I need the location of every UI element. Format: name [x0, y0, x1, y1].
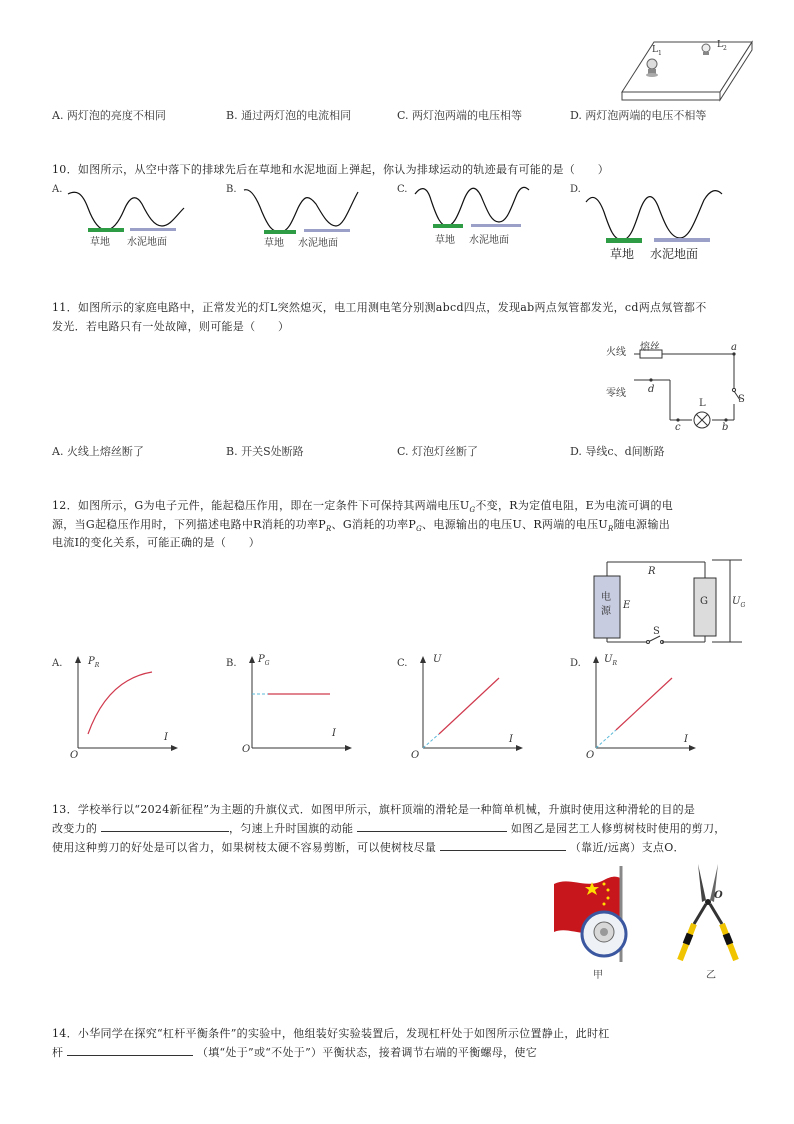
- q12-graph-a-xlabel: I: [164, 732, 168, 743]
- q12-graph-c-xlabel: I: [509, 734, 513, 745]
- q12-graph-d-xlabel: I: [684, 734, 688, 745]
- q12-stem-line3: 电流I的变化关系，可能正确的是（ ）: [52, 536, 261, 549]
- q10-option-c-grass: 草地: [435, 235, 455, 246]
- q13-scissors-o: O: [714, 890, 723, 901]
- q9-label-l1-sub: 1: [657, 49, 662, 57]
- q9-option-b[interactable]: B. 通过两灯泡的电流相同: [226, 109, 352, 122]
- q10-option-a-letter: A.: [52, 184, 63, 195]
- q12-label-source-bottom: 源: [601, 606, 611, 617]
- q12-graph-d[interactable]: [570, 654, 700, 762]
- q10-option-b[interactable]: [226, 184, 366, 250]
- q12-graph-b-origin: O: [242, 744, 251, 755]
- q9-label-l1: L: [652, 45, 658, 55]
- q13-blank-2[interactable]: [357, 821, 507, 832]
- q12-circuit: [590, 556, 750, 648]
- q12-label-ug: [732, 596, 745, 609]
- q11-label-neutral: 零线: [606, 388, 626, 399]
- q13-line2-c: 如图乙是园艺工人修剪树枝时使用的剪刀，: [510, 822, 726, 835]
- q12-graph-a-letter: A.: [52, 658, 63, 669]
- q12-graph-a[interactable]: [52, 654, 182, 762]
- q9-label-l2-sub: 2: [722, 44, 727, 52]
- q12-label-ug-main: U: [732, 596, 741, 607]
- q12-stem-line2-d: 随电源输出: [613, 518, 671, 531]
- q11-label-b: b: [722, 422, 729, 433]
- q12-graph-d-y-sub: R: [612, 660, 617, 667]
- q13-scissors-figure: [672, 860, 744, 964]
- q10-option-c-letter: C.: [397, 184, 408, 195]
- q10-stem: 10．如图所示，从空中落下的排球先后在草地和水泥地面上弹起，你认为排球运动的轨迹最有可能的是（ ）: [52, 163, 609, 176]
- q12-stem-line2-b: 、G消耗的功率P: [331, 518, 417, 531]
- q13-line1: 13．学校举行以“2024新征程”为主题的升旗仪式．如图甲所示，旗杆顶端的滑轮是一种简单机械，升旗时使用这种滑轮的目的是: [52, 803, 696, 816]
- q10-option-d[interactable]: [570, 184, 730, 264]
- q12-graph-a-y-sub: R: [94, 662, 100, 669]
- q10-option-b-grass: 草地: [264, 238, 284, 249]
- q9-option-a[interactable]: A. 两灯泡的亮度不相同: [52, 109, 166, 122]
- q12-stem-line1-a: 12．如图所示，G为电子元件，能起稳压作用，即在一定条件下可保持其两端电压U: [52, 499, 470, 512]
- q13-line3-b: （靠近/远离）支点O．: [569, 841, 685, 854]
- q12-sub-pr: R: [325, 525, 332, 534]
- q12-graph-a-ylabel: [88, 656, 99, 669]
- q10-option-b-letter: B.: [226, 184, 237, 195]
- q13-line2-a: 改变力的: [52, 822, 98, 835]
- q12-graph-b-y: P: [258, 654, 265, 665]
- q13-fig-a-label: 甲: [593, 970, 603, 981]
- q12-graph-b-ylabel: [258, 654, 270, 667]
- q13-fig-b-label: 乙: [706, 970, 716, 981]
- q14-line2-a: 杆: [52, 1046, 64, 1059]
- q10-option-d-letter: D.: [570, 184, 581, 195]
- q13-line3-a: 使用这种剪刀的好处是可以省力，如果树枝太硬不容易剪断，可以使树枝尽量: [52, 841, 437, 854]
- q9-option-d[interactable]: D. 两灯泡两端的电压不相等: [570, 109, 707, 122]
- q12-label-g: G: [700, 596, 708, 607]
- q12-graph-c-ylabel: U: [433, 654, 442, 665]
- q12-graph-b-letter: B.: [226, 658, 237, 669]
- q13-blank-3[interactable]: [440, 840, 566, 851]
- q12-stem-line2-a: 源，当G起稳压作用时，下列描述电路中R消耗的功率P: [52, 518, 326, 531]
- q11-stem-line1: 11．如图所示的家庭电路中，正常发光的灯L突然熄灭，电工用测电笔分别测abcd四点，发现ab两点氖管都发光，cd两点氖管都不: [52, 301, 707, 314]
- q10-option-c-cement: 水泥地面: [469, 235, 509, 246]
- q12-stem-line2: [52, 516, 670, 533]
- q12-graph-c-origin: O: [411, 750, 420, 761]
- q12-graph-d-ylabel: [604, 654, 617, 667]
- q10-option-a-cement: 水泥地面: [127, 237, 167, 248]
- q10-option-d-cement: 水泥地面: [650, 247, 699, 261]
- q12-graph-c[interactable]: [397, 654, 527, 762]
- q11-option-d[interactable]: D. 导线c、d间断路: [570, 445, 665, 458]
- q12-graph-c-letter: C.: [397, 658, 408, 669]
- q13-line2-b: ，匀速上升时国旗的动能: [229, 822, 354, 835]
- q11-household-circuit: [604, 338, 754, 434]
- q9-board-figure: [618, 34, 756, 108]
- q12-graph-d-letter: D.: [570, 658, 581, 669]
- q12-sub-ur: R: [607, 525, 614, 534]
- q12-label-r: R: [648, 566, 656, 577]
- q11-stem-line2: 发光．若电路只有一处故障，则可能是（ ）: [52, 320, 290, 333]
- q12-stem-line1-b: 不变，R为定值电阻，E为电流可调的电: [475, 499, 674, 512]
- q10-option-a-grass: 草地: [90, 237, 110, 248]
- q12-graph-b-xlabel: I: [332, 728, 336, 739]
- q10-option-b-cement: 水泥地面: [298, 238, 338, 249]
- q12-graph-d-y: U: [604, 654, 613, 665]
- q11-label-switch: S: [738, 394, 745, 405]
- q12-sub-ug: G: [469, 506, 476, 515]
- q11-label-a: a: [731, 342, 737, 353]
- q13-flag-figure: [552, 862, 640, 962]
- q12-label-ug-sub: G: [740, 602, 746, 609]
- q13-line2: [52, 820, 726, 836]
- q12-graph-a-origin: O: [70, 750, 79, 761]
- q11-label-fuse: 熔丝: [640, 342, 660, 353]
- q12-graph-b-y-sub: G: [264, 660, 270, 667]
- q9-label-l2: L: [717, 40, 723, 50]
- q12-sub-pg: G: [416, 525, 423, 534]
- q11-option-a[interactable]: A. 火线上熔丝断了: [52, 445, 144, 458]
- q12-stem-line2-c: 、电源输出的电压U、R两端的电压U: [422, 518, 608, 531]
- q11-label-live: 火线: [606, 347, 626, 358]
- q14-line2-b: （填“处于”或“不处于”）平衡状态，接着调节右端的平衡螺母，使它: [196, 1046, 537, 1059]
- q12-graph-b[interactable]: [226, 654, 356, 762]
- q12-label-source-top: 电: [601, 592, 611, 603]
- q12-label-s: S: [653, 626, 660, 637]
- q9-option-c[interactable]: C. 两灯泡两端的电压相等: [397, 109, 523, 122]
- q11-label-d: d: [648, 384, 655, 395]
- q12-stem-line1: [52, 497, 673, 514]
- q11-option-b[interactable]: B. 开关S处断路: [226, 445, 304, 458]
- q11-label-lamp: L: [699, 398, 706, 409]
- q14-line1: 14．小华同学在探究“杠杆平衡条件”的实验中，他组装好实验装置后，发现杠杆处于如图所示位置静止，此时杠: [52, 1027, 610, 1040]
- q10-option-d-grass: 草地: [610, 247, 635, 261]
- q11-label-c: c: [675, 422, 681, 433]
- q12-label-e: E: [623, 600, 631, 611]
- q11-option-c[interactable]: C. 灯泡灯丝断了: [397, 445, 479, 458]
- q10-option-a[interactable]: [52, 184, 192, 250]
- q14-line2: [52, 1044, 537, 1060]
- q12-graph-a-y: P: [88, 656, 95, 667]
- q13-blank-1[interactable]: [101, 821, 229, 832]
- q12-graph-d-origin: O: [586, 750, 595, 761]
- q14-blank-1[interactable]: [67, 1045, 193, 1056]
- q10-option-c[interactable]: [397, 184, 537, 250]
- q13-line3: [52, 839, 685, 855]
